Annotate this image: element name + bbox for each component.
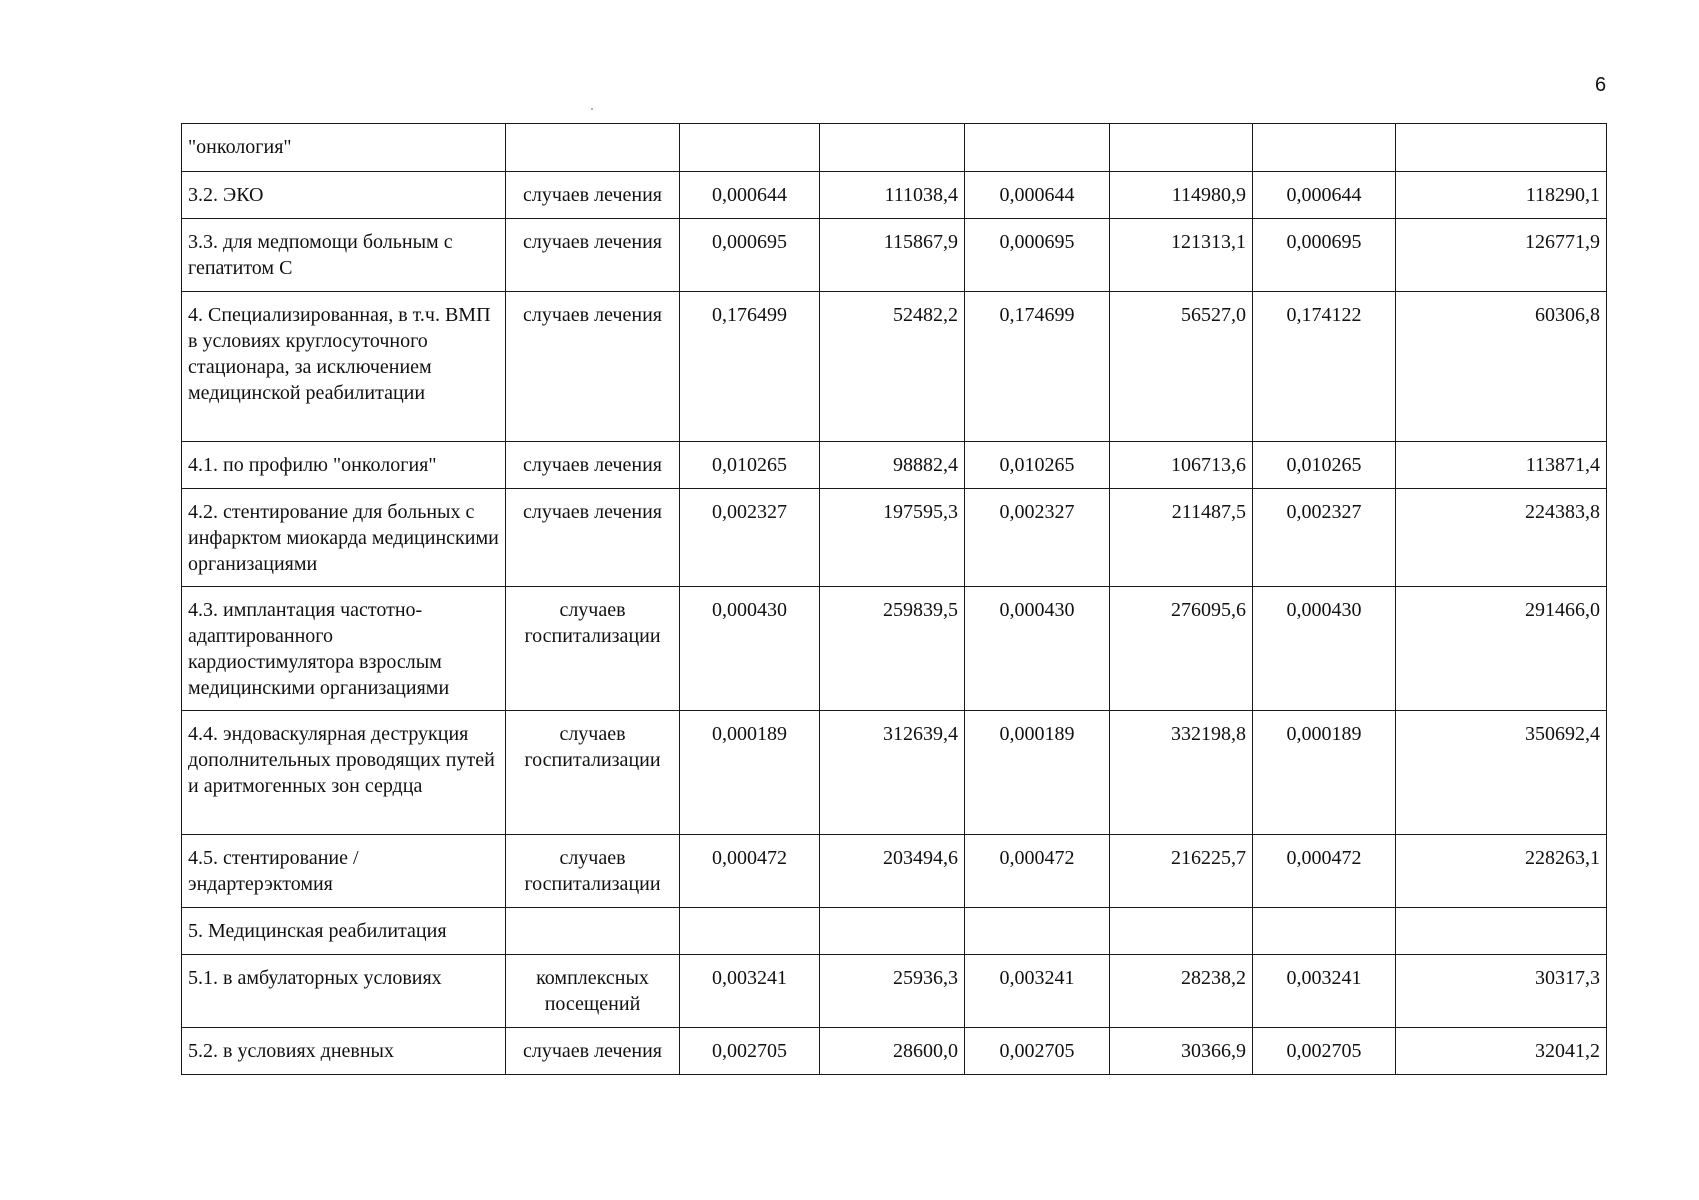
cell-norm-1: 0,003241 bbox=[680, 955, 820, 1028]
cell-norm-2 bbox=[965, 908, 1110, 955]
cell-cost-3: 113871,4 bbox=[1396, 442, 1607, 489]
cell-norm-3: 0,000695 bbox=[1253, 219, 1396, 292]
row-unit: случаев лечения bbox=[506, 219, 680, 292]
cell-norm-1 bbox=[680, 908, 820, 955]
cell-norm-1: 0,002327 bbox=[680, 489, 820, 587]
cell-norm-3: 0,010265 bbox=[1253, 442, 1396, 489]
tariff-table bbox=[181, 123, 1607, 1075]
row-unit: случаев госпитализации bbox=[506, 711, 680, 835]
cell-cost-2: 28238,2 bbox=[1110, 955, 1253, 1028]
cell-cost-2 bbox=[1110, 124, 1253, 172]
cell-norm-3: 0,000644 bbox=[1253, 172, 1396, 219]
cell-cost-1: 197595,3 bbox=[820, 489, 965, 587]
cell-norm-1: 0,010265 bbox=[680, 442, 820, 489]
row-name: 4.1. по профилю "онкология" bbox=[182, 442, 506, 489]
cell-norm-3: 0,002705 bbox=[1253, 1028, 1396, 1075]
table-row bbox=[182, 587, 1607, 711]
cell-norm-2: 0,000695 bbox=[965, 219, 1110, 292]
cell-norm-2: 0,000644 bbox=[965, 172, 1110, 219]
row-name: 3.3. для медпомощи больным с гепатитом С bbox=[182, 219, 506, 292]
cell-cost-3: 30317,3 bbox=[1396, 955, 1607, 1028]
cell-norm-1: 0,000430 bbox=[680, 587, 820, 711]
cell-cost-2: 106713,6 bbox=[1110, 442, 1253, 489]
cell-cost-2: 211487,5 bbox=[1110, 489, 1253, 587]
row-name: 5. Медицинская реабилитация bbox=[182, 908, 506, 955]
cell-cost-3: 228263,1 bbox=[1396, 835, 1607, 908]
row-unit: случаев лечения bbox=[506, 442, 680, 489]
table-row bbox=[182, 835, 1607, 908]
table-row bbox=[182, 711, 1607, 835]
cell-norm-1 bbox=[680, 124, 820, 172]
row-name: 4.4. эндоваскулярная деструкция дополнительных проводящих путей и аритмогенных зон сердца bbox=[182, 711, 506, 835]
row-name: 4.2. стентирование для больных с инфарктом миокарда медицинскими организациями bbox=[182, 489, 506, 587]
cell-cost-1 bbox=[820, 124, 965, 172]
row-unit: комплексных посещений bbox=[506, 955, 680, 1028]
cell-norm-1: 0,000472 bbox=[680, 835, 820, 908]
cell-cost-3: 126771,9 bbox=[1396, 219, 1607, 292]
row-unit bbox=[506, 124, 680, 172]
cell-cost-3: 350692,4 bbox=[1396, 711, 1607, 835]
table-row bbox=[182, 442, 1607, 489]
cell-cost-2: 30366,9 bbox=[1110, 1028, 1253, 1075]
table-row bbox=[182, 172, 1607, 219]
row-unit: случаев лечения bbox=[506, 1028, 680, 1075]
cell-cost-1: 98882,4 bbox=[820, 442, 965, 489]
cell-norm-2: 0,002327 bbox=[965, 489, 1110, 587]
table-row bbox=[182, 219, 1607, 292]
row-name: "онкология" bbox=[182, 124, 506, 172]
cell-cost-3 bbox=[1396, 908, 1607, 955]
cell-cost-2: 332198,8 bbox=[1110, 711, 1253, 835]
cell-norm-2: 0,174699 bbox=[965, 292, 1110, 442]
table-row bbox=[182, 124, 1607, 172]
row-unit: случаев лечения bbox=[506, 489, 680, 587]
scan-speck bbox=[591, 108, 593, 110]
cell-cost-3: 32041,2 bbox=[1396, 1028, 1607, 1075]
row-name: 5.2. в условиях дневных bbox=[182, 1028, 506, 1075]
cell-norm-1: 0,000189 bbox=[680, 711, 820, 835]
cell-cost-2: 114980,9 bbox=[1110, 172, 1253, 219]
row-unit: случаев лечения bbox=[506, 292, 680, 442]
table-row bbox=[182, 955, 1607, 1028]
row-unit: случаев лечения bbox=[506, 172, 680, 219]
cell-norm-3: 0,000189 bbox=[1253, 711, 1396, 835]
cell-cost-3: 291466,0 bbox=[1396, 587, 1607, 711]
cell-norm-3: 0,000430 bbox=[1253, 587, 1396, 711]
cell-cost-1: 25936,3 bbox=[820, 955, 965, 1028]
cell-norm-2: 0,010265 bbox=[965, 442, 1110, 489]
cell-cost-2: 56527,0 bbox=[1110, 292, 1253, 442]
table-row bbox=[182, 292, 1607, 442]
cell-norm-3: 0,174122 bbox=[1253, 292, 1396, 442]
cell-norm-2 bbox=[965, 124, 1110, 172]
cell-cost-1 bbox=[820, 908, 965, 955]
cell-cost-1: 203494,6 bbox=[820, 835, 965, 908]
table-row bbox=[182, 908, 1607, 955]
cell-cost-2: 276095,6 bbox=[1110, 587, 1253, 711]
row-name: 5.1. в амбулаторных условиях bbox=[182, 955, 506, 1028]
cell-cost-1: 115867,9 bbox=[820, 219, 965, 292]
cell-norm-1: 0,000695 bbox=[680, 219, 820, 292]
cell-cost-3: 60306,8 bbox=[1396, 292, 1607, 442]
cell-cost-1: 111038,4 bbox=[820, 172, 965, 219]
cell-cost-1: 28600,0 bbox=[820, 1028, 965, 1075]
cell-cost-1: 52482,2 bbox=[820, 292, 965, 442]
row-name: 4.5. стентирование / эндартерэктомия bbox=[182, 835, 506, 908]
cell-norm-2: 0,000189 bbox=[965, 711, 1110, 835]
cell-cost-2 bbox=[1110, 908, 1253, 955]
page-number: 6 bbox=[1595, 74, 1607, 96]
cell-cost-2: 121313,1 bbox=[1110, 219, 1253, 292]
row-unit bbox=[506, 908, 680, 955]
row-name: 4. Специализированная, в т.ч. ВМП в условиях круглосуточного стационара, за исключением медицинской реабилитации bbox=[182, 292, 506, 442]
cell-cost-3: 224383,8 bbox=[1396, 489, 1607, 587]
cell-norm-2: 0,000472 bbox=[965, 835, 1110, 908]
cell-cost-2: 216225,7 bbox=[1110, 835, 1253, 908]
cell-cost-3: 118290,1 bbox=[1396, 172, 1607, 219]
table-row bbox=[182, 1028, 1607, 1075]
cell-norm-3: 0,003241 bbox=[1253, 955, 1396, 1028]
table-row bbox=[182, 489, 1607, 587]
cell-norm-3: 0,000472 bbox=[1253, 835, 1396, 908]
cell-norm-2: 0,003241 bbox=[965, 955, 1110, 1028]
cell-norm-2: 0,002705 bbox=[965, 1028, 1110, 1075]
cell-norm-1: 0,176499 bbox=[680, 292, 820, 442]
row-name: 4.3. имплантация частотно-адаптированного кардиостимулятора взрослым медицинскими организациями bbox=[182, 587, 506, 711]
row-unit: случаев госпитализации bbox=[506, 587, 680, 711]
row-name: 3.2. ЭКО bbox=[182, 172, 506, 219]
cell-norm-3 bbox=[1253, 124, 1396, 172]
row-unit: случаев госпитализации bbox=[506, 835, 680, 908]
cell-cost-1: 259839,5 bbox=[820, 587, 965, 711]
cell-norm-2: 0,000430 bbox=[965, 587, 1110, 711]
cell-cost-3 bbox=[1396, 124, 1607, 172]
cell-norm-3: 0,002327 bbox=[1253, 489, 1396, 587]
cell-cost-1: 312639,4 bbox=[820, 711, 965, 835]
cell-norm-1: 0,000644 bbox=[680, 172, 820, 219]
cell-norm-3 bbox=[1253, 908, 1396, 955]
cell-norm-1: 0,002705 bbox=[680, 1028, 820, 1075]
